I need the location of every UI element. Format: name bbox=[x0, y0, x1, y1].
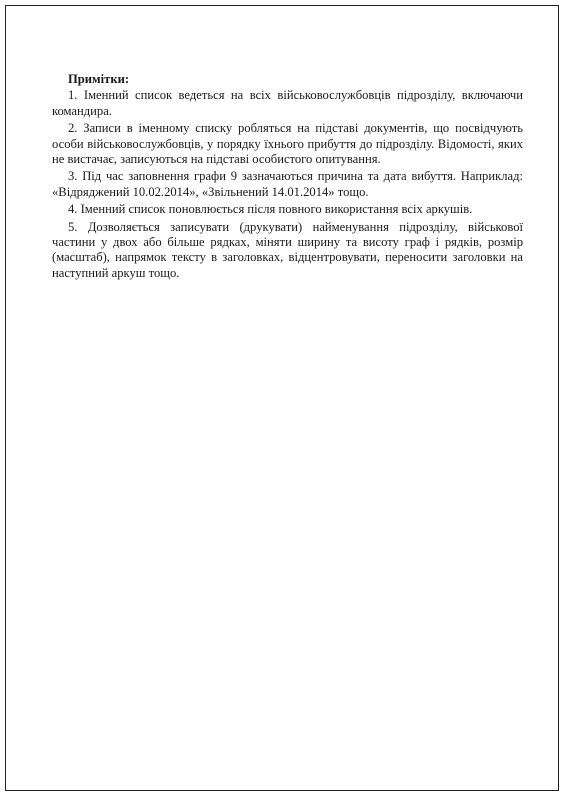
note-item-1: 1. Іменний список ведеться на всіх військовослужбовців підрозділу, включаючи командира. bbox=[52, 88, 523, 118]
note-item-5: 5. Дозволяється записувати (друкувати) найменування підрозділу, військової частини у двох або більше рядках, міняти ширину та висоту граф і рядків, розмір (масштаб), напрямок тексту в заголовках, відцентровувати, переносити заголовки на наступний аркуш тощо. bbox=[52, 219, 523, 280]
note-item-2: 2. Записи в іменному списку робляться на підставі документів, що посвідчують особи військовослужбовців, у порядку їхнього прибуття до підрозділу. Відомості, яких не вистачає, записуються на підставі особистого опитування. bbox=[52, 121, 523, 167]
notes-title: Примітки: bbox=[68, 72, 130, 86]
note-item-3: 3. Під час заповнення графи 9 зазначаються причина та дата вибуття. Наприклад: «Відряджений 10.02.2014», «Звільнений 14.01.2014» тощо. bbox=[52, 169, 523, 199]
notes-section bbox=[52, 72, 523, 283]
document-page bbox=[5, 5, 559, 791]
note-item-4: 4. Іменний список поновлюється після повного використання всіх аркушів. bbox=[68, 202, 473, 217]
